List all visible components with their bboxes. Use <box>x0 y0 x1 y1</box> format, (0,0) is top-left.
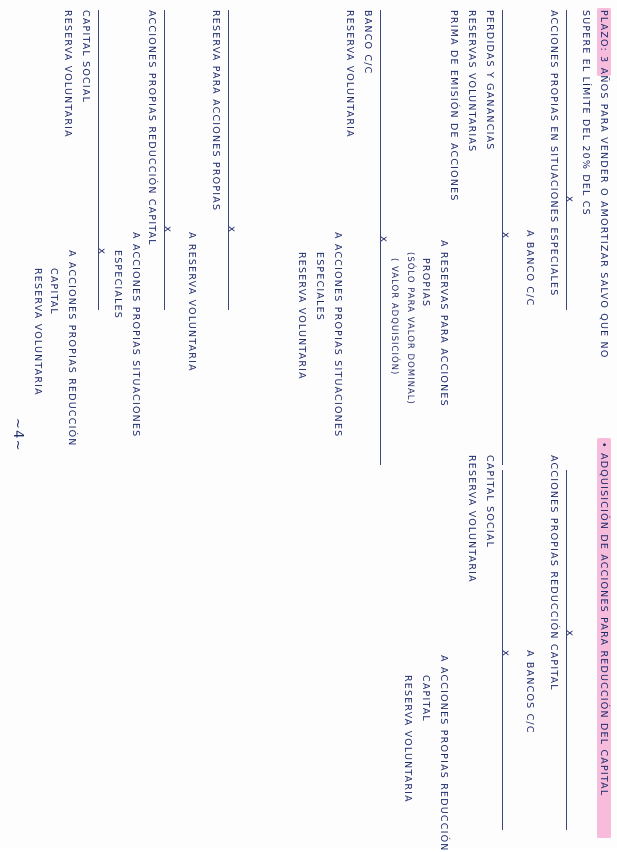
section-heading: • ADQUISICIÓN DE ACCIONES PARA REDUCCIÓN DEL CAPITAL <box>598 442 609 797</box>
entry3-credit-3: RESERVA VOLUNTARIA <box>296 252 307 380</box>
page-number: ~4~ <box>10 418 25 452</box>
cross-mark: x <box>564 630 575 636</box>
cross-mark: x <box>226 226 237 232</box>
entry3-credit-1: A ACCIONES PROPIAS SITUACIONES <box>332 232 343 438</box>
entry5-debit: ACCIONES PROPIAS REDUCCIÓN CAPITAL <box>146 10 157 246</box>
cross-mark: x <box>500 232 511 238</box>
cross-mark: x <box>96 248 107 254</box>
entry5-credit-2: ESPECIALES <box>112 250 123 320</box>
entry-separator <box>228 10 229 310</box>
entry3-credit-2: ESPECIALES <box>314 252 325 322</box>
entry3-debit-1: BANCO C/C <box>362 10 373 75</box>
entry5-credit-1: A ACCIONES PROPIAS SITUACIONES <box>130 232 141 438</box>
entry6-debit-1: CAPITAL SOCIAL <box>80 10 91 104</box>
right-entry2-credit-3: RESERVA VOLUNTARIA <box>402 675 413 803</box>
entry2-debit-2: RESERVAS VOLUNTARIAS <box>466 10 477 153</box>
entry-separator <box>164 10 165 310</box>
entry6-credit-2: CAPITAL <box>48 268 59 315</box>
entry4-debit: RESERVA PARA ACCIONES PROPIAS <box>210 10 221 212</box>
entry6-debit-2: RESERVA VOLUNTARIA <box>62 10 73 138</box>
right-entry2-debit-2: RESERVA VOLUNTARIA <box>466 455 477 583</box>
entry-separator <box>566 10 567 310</box>
entry6-credit-1: A ACCIONES PROPIAS REDUCCIÓN <box>66 250 77 447</box>
entry3-debit-2: RESERVA VOLUNTARIA <box>344 10 355 138</box>
entry2-credit-4: ( VALOR ADQUISICIÓN) <box>389 258 399 376</box>
cross-mark: x <box>564 196 575 202</box>
entry2-credit-1: A RESERVAS PARA ACCIONES <box>438 240 449 407</box>
entry6-credit-3: RESERVA VOLUNTARIA <box>32 268 43 396</box>
entry2-debit-3: PRIMA DE EMISIÓN DE ACCIONES <box>448 10 459 202</box>
entry1-credit: A BANCO C/C <box>524 230 535 307</box>
cross-mark: x <box>378 236 389 242</box>
right-entry1-credit: A BANCOS C/C <box>524 650 535 734</box>
right-entry2-credit-2: CAPITAL <box>420 675 431 722</box>
right-entry1-debit: ACCIONES PROPIAS REDUCCIÓN CAPITAL <box>548 455 559 691</box>
right-entry2-debit-1: CAPITAL SOCIAL <box>484 455 495 549</box>
entry-separator <box>566 470 567 830</box>
cross-mark: x <box>500 650 511 656</box>
entry4-credit: A RESERVA VOLUNTARIA <box>186 232 197 372</box>
entry2-credit-2: PROPIAS <box>420 258 431 308</box>
cross-mark: x <box>162 226 173 232</box>
entry-separator <box>98 10 99 310</box>
note-line-1: PLAZO: 3 AÑOS PARA VENDER O AMORTIZAR SALVO QUE NO <box>598 10 609 359</box>
entry2-credit-3: (SÓLO PARA VALOR DOMINAL) <box>405 252 415 405</box>
right-entry2-credit-1: A ACCIONES PROPIAS REDUCCIÓN <box>438 655 449 852</box>
entry2-debit-1: PERDIDAS Y GANANCIAS <box>484 10 495 151</box>
entry1-debit: ACCIONES PROPIAS EN SITUACIONES ESPECIALES <box>548 10 559 297</box>
note-line-2: SUPERE EL LÍMITE DEL 20% DEL CS <box>580 10 591 216</box>
